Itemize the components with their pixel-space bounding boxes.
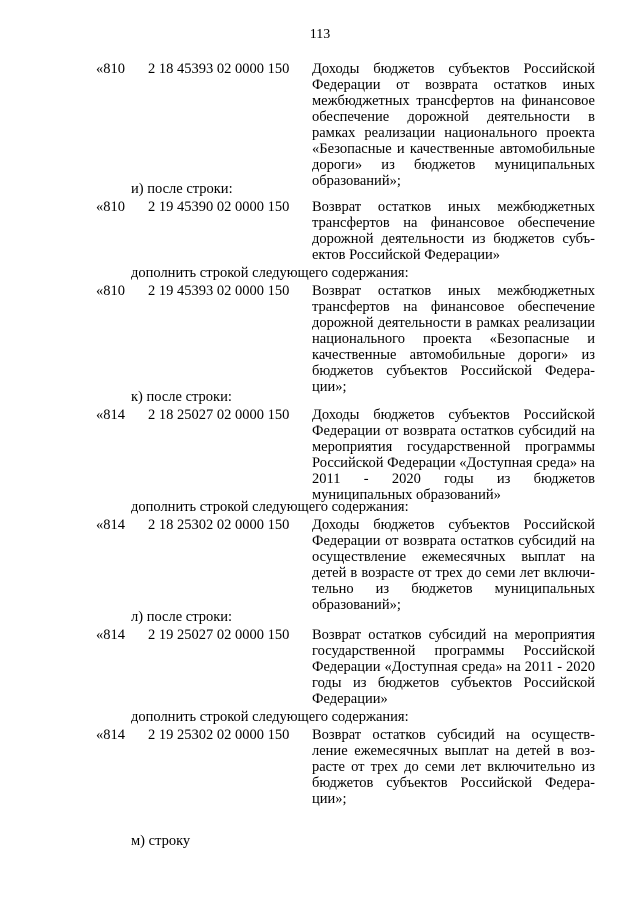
row-description: Возврат остатков субсидий на осуществление ежемесячных выплат на детей в возрасте от трех до семи лет включительно из бюджетов субъектов Российской Федерации»;	[312, 727, 595, 807]
row-description: Возврат остатков иных межбюджетных трансфертов на финансовое обеспечение дорожной деятельности из бюджетов субъектов Российской Федерации»	[312, 199, 595, 263]
row-description: Доходы бюджетов субъектов Российской Федерации от возврата остатков субсидий на мероприятия государственной программы Российской Федерации «Доступная среда» на 2011 - 2020 годы из бюджетов муниципальных образований»	[312, 407, 595, 503]
page-number: 113	[309, 27, 331, 42]
instruction-after-line: и) после строки:	[131, 181, 233, 197]
admin-code: «814	[96, 627, 125, 643]
budget-code: 2 19 25027 02 0000 150	[148, 627, 290, 643]
instruction-add-line: дополнить строкой следующего содержания:	[131, 265, 409, 281]
budget-code: 2 18 25302 02 0000 150	[148, 517, 290, 533]
admin-code: «814	[96, 517, 125, 533]
row-description: Возврат остатков иных межбюджетных трансфертов на финансовое обеспечение дорожной деятельности в рамках реализации национального проекта «Безопасные и качественные автомобильные дороги» из бюджетов субъектов Российской Федерации»;	[312, 283, 595, 395]
budget-code: 2 19 45393 02 0000 150	[148, 283, 290, 299]
budget-code: 2 19 25302 02 0000 150	[148, 727, 290, 743]
admin-code: «814	[96, 727, 125, 743]
budget-code: 2 18 45393 02 0000 150	[148, 61, 290, 77]
admin-code: «814	[96, 407, 125, 423]
instruction-add-line: дополнить строкой следующего содержания:	[131, 499, 409, 515]
budget-code: 2 18 25027 02 0000 150	[148, 407, 290, 423]
instruction-after-line: к) после строки:	[131, 389, 232, 405]
instruction-line: м) строку	[131, 833, 191, 849]
instruction-add-line: дополнить строкой следующего содержания:	[131, 709, 409, 725]
row-description: Доходы бюджетов субъектов Российской Федерации от возврата остатков субсидий на осуществление ежемесячных выплат на детей в возрасте от трех до семи лет включительно из бюджетов муниципальных образований»;	[312, 517, 595, 613]
instruction-after-line: л) после строки:	[131, 609, 233, 625]
admin-code: «810	[96, 199, 125, 215]
admin-code: «810	[96, 283, 125, 299]
row-description: Доходы бюджетов субъектов Российской Федерации от возврата остатков иных межбюджетных трансфертов на финансовое обеспечение дорожной деятельности в рамках реализации национального проекта «Безопасные и качественные автомобильные дороги» из бюджетов муниципальных образований»;	[312, 61, 595, 189]
row-description: Возврат остатков субсидий на мероприятия государственной программы Российской Федерации «Доступная среда» на 2011 - 2020 годы из бюджетов субъектов Российской Федерации»	[312, 627, 595, 707]
admin-code: «810	[96, 61, 125, 77]
budget-code: 2 19 45390 02 0000 150	[148, 199, 290, 215]
